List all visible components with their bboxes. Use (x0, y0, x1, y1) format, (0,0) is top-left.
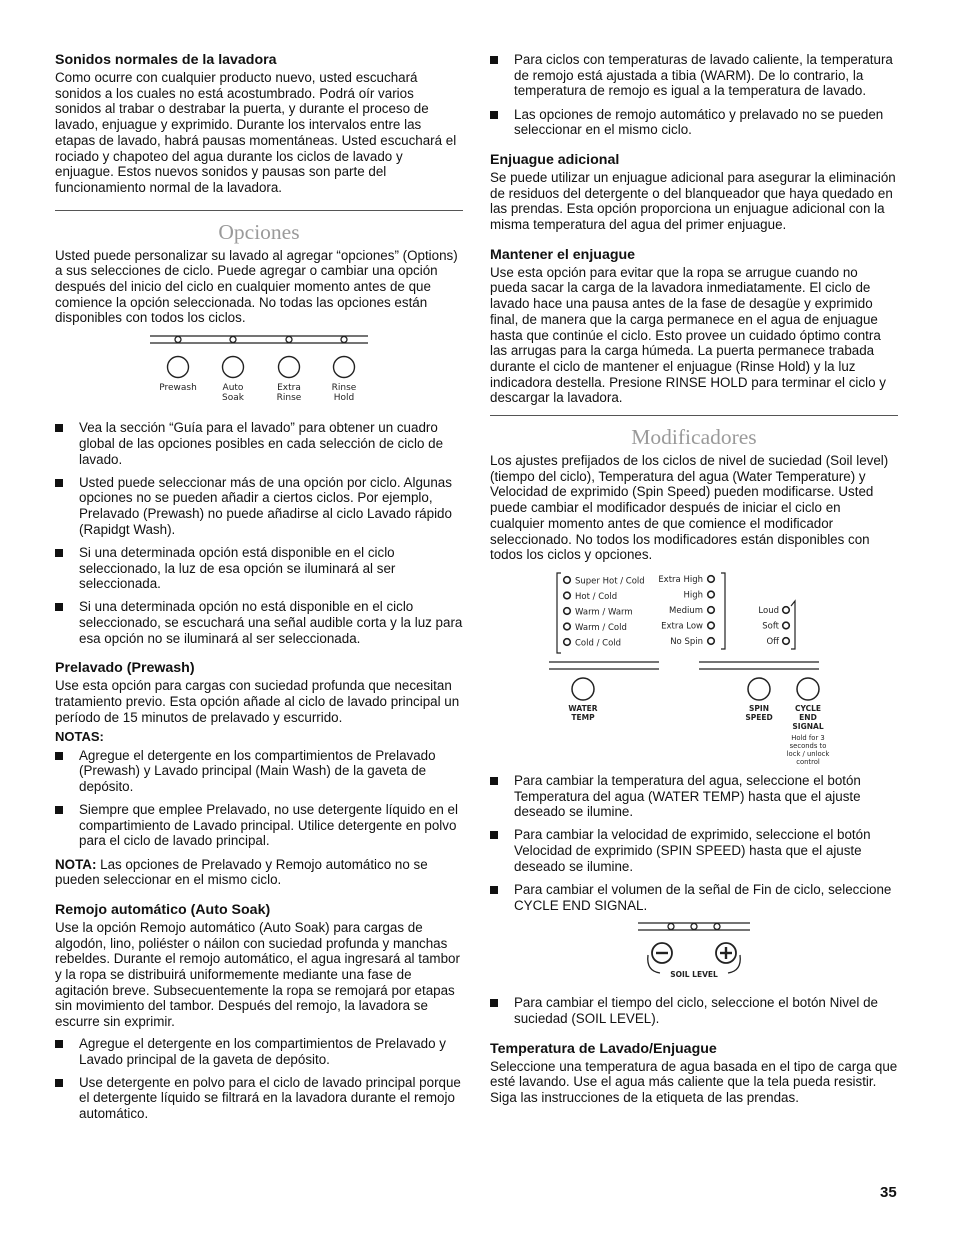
paragraph-prelavado: Use esta opción para cargas con suciedad profunda que necesitan tratamiento previo. Esta opción añade al ciclo de lavado principal un período de 15 minutos de prelavado y escurrido. (55, 678, 460, 725)
option-extra-rinse[interactable] (277, 337, 302, 404)
list-item: Para cambiar el tiempo del ciclo, seleccione el botón Nivel de suciedad (SOIL LEVEL). (490, 995, 898, 1026)
spin-setting-label: High (683, 590, 703, 601)
bullet-square-icon (55, 424, 63, 432)
heading-prelavado: Prelavado (Prewash) (55, 660, 195, 677)
bullet-list-modificadores (490, 773, 898, 913)
spin-speed-settings (658, 575, 714, 647)
signal-setting-label: Soft (762, 621, 779, 632)
section-sonidos (55, 52, 463, 196)
heading-sonidos: Sonidos normales de la lavadora (55, 52, 277, 68)
heading-remojo: Remojo automático (Auto Soak) (55, 901, 271, 918)
cycle-end-signal-button[interactable] (787, 678, 830, 766)
list-item: Agregue el detergente en los compartimientos de Prelavado y Lavado principal de la gaveta de depósito. (55, 1036, 463, 1067)
spin-setting-label: Extra Low (661, 621, 703, 632)
button-label-line: END (799, 712, 817, 722)
list-item: Usted puede seleccionar más de una opción por ciclo. Algunas opciones no se pueden añadir a ciertos ciclos. Por ejemplo, Prelavado (Prewash) no puede añadirse al ciclo Lavado rápido (Rapidgt Wash). (55, 475, 463, 538)
section-mantener (490, 247, 898, 406)
bullet-square-icon (490, 777, 498, 785)
option-label-line2: Hold (333, 393, 355, 404)
spin-setting-label: Medium (669, 605, 703, 616)
modifiers-panel-illustration (549, 569, 839, 766)
paragraph-mantener: Use esta opción para evitar que la ropa se arrugue cuando no pueda sacar la carga de la lavadora inmediatamente. El ciclo de lavado hace una pausa antes de la fase de desagüe y exprimido final, de manera que la carga permanece en el agua de enjuague hasta que continúe el ciclo. Esto provee un cuidado óptimo contra las arrugas para la carga húmeda. La puerta permanece trabada durante el ciclo de mantener el enjuague (Rinse Hold) y la luz indicadora destella. Presione RINSE HOLD para terminar el ciclo y descargar la lavadora. (490, 264, 886, 406)
nota-prelavado: NOTA: Las opciones de Prelavado y Remojo automático no se pueden seleccionar en el mismo ciclo. (55, 856, 428, 888)
hold-note-line: seconds to (789, 741, 827, 750)
soil-level-plus-button[interactable] (716, 943, 736, 963)
button-label-line: SPEED (745, 712, 773, 722)
options-buttons (159, 337, 357, 404)
soil-level-panel-illustration (634, 921, 754, 983)
list-item: Para cambiar la velocidad de exprimido, seleccione el botón Velocidad de exprimido (SPIN SPEED) hasta que el ajuste deseado se ilumine. (490, 827, 898, 874)
option-label-line1: Extra (277, 383, 301, 394)
bullet-square-icon (55, 603, 63, 611)
temp-setting-label: Warm / Warm (575, 607, 633, 618)
list-item: Para cambiar el volumen de la señal de Fin de ciclo, seleccione CYCLE END SIGNAL. (490, 882, 898, 913)
list-item: Si una determinada opción está disponible en el ciclo seleccionado, la luz de esa opción se iluminará al ser seleccionada. (55, 545, 463, 592)
section-enjuague (490, 152, 898, 233)
bullet-list-prelavado (55, 748, 463, 850)
page-number: 35 (880, 1184, 897, 1201)
hold-note-line: lock / unlock (786, 749, 830, 758)
bullet-square-icon (490, 111, 498, 119)
spin-setting-label: Extra High (658, 574, 703, 585)
list-item: Si una determinada opción no está disponible en el ciclo seleccionado, se escuchará una señal audible corta y la luz para esa opción no se iluminará al ser seleccionada. (55, 599, 463, 646)
list-item: Vea la sección “Guía para el lavado” para obtener un cuadro global de las opciones posibles en cada selección de ciclo de lavado. (55, 420, 463, 467)
option-rinse-hold[interactable] (332, 337, 357, 404)
spin-speed-button[interactable] (745, 678, 772, 722)
list-item: Siempre que emplee Prelavado, no use detergente líquido en el compartimiento de Lavado principal. Utilice detergente en polvo para el ciclo de lavado principal. (55, 802, 463, 849)
list-item: Para ciclos con temperaturas de lavado caliente, la temperatura de remojo está ajustada a tibia (WARM). De lo contrario, la temperatura de remojo es igual a la temperatura de lavado. (490, 52, 898, 99)
bullet-square-icon (55, 1079, 63, 1087)
bullet-list-opciones (55, 420, 463, 646)
signal-setting-label: Off (766, 636, 779, 647)
section-title-opciones: Opciones (218, 219, 300, 244)
button-label-line: TEMP (571, 712, 595, 722)
bullet-square-icon (490, 831, 498, 839)
bullet-square-icon (490, 56, 498, 64)
heading-enjuague: Enjuague adicional (490, 151, 620, 168)
list-item: Para cambiar la temperatura del agua, seleccione el botón Temperatura del agua (WATER TEMP) hasta que el ajuste deseado se ilumine. (490, 773, 898, 820)
temp-setting-label: Cold / Cold (575, 638, 622, 649)
hold-note (787, 734, 830, 766)
water-temp-settings (564, 576, 645, 648)
heading-temperatura: Temperatura de Lavado/Enjuague (490, 1040, 717, 1057)
option-label-line2: Soak (222, 393, 244, 404)
button-label-line: CYCLE (794, 703, 822, 713)
button-label-line: SPIN (749, 703, 769, 713)
option-label-line1: Auto (222, 383, 244, 394)
bullet-list-modificadores-2 (490, 995, 898, 1026)
hold-note-line: control (796, 757, 820, 766)
cycle-end-signal-settings (758, 606, 789, 647)
bullet-square-icon (490, 999, 498, 1007)
button-label-line: SIGNAL (792, 721, 824, 731)
section-prelavado (55, 660, 463, 888)
option-label-line1: Prewash (159, 383, 197, 394)
paragraph-modificadores-intro: Los ajustes prefijados de los ciclos de nivel de suciedad (Soil level) (tiempo del ciclo), Temperatura del agua (Water Temperature) y Velocidad de exprimido (Spin Speed) pueden modificarse. Usted puede cambiar el modificador después de iniciar el ciclo en cualquier momento antes de que comience el modificador seleccionado. No todos los modificadores están disponibles con todos los ciclos y opciones. (490, 453, 889, 563)
option-prewash[interactable] (159, 337, 197, 394)
option-label-line2: Rinse (276, 393, 302, 404)
bullet-square-icon (55, 549, 63, 557)
signal-setting-label: Loud (758, 605, 779, 616)
section-remojo (55, 902, 463, 1122)
bullet-square-icon (490, 886, 498, 894)
paragraph-remojo: Use la opción Remojo automático (Auto Soak) para cargas de algodón, lino, poliéster o náilon con suciedad profunda y manchas rebeldes. Durante el remojo automático, el agua ingresará al tambor y la ropa se distribuirá uniformemente mediante una fase de agitación breve. Subsecuentemente la ropa se remojará por etapas sin movimiento del tambor. Después del remojo, la lavadora se escurre sin exprimir. (55, 919, 460, 1030)
spin-setting-label: No Spin (670, 636, 703, 647)
bullet-square-icon (55, 752, 63, 760)
hold-note-line: Hold for 3 (791, 733, 825, 742)
bullet-list-remojo (55, 1036, 463, 1122)
left-column (55, 52, 463, 1136)
bullet-square-icon (55, 479, 63, 487)
bullet-list-remojo-cont (490, 52, 898, 138)
right-column (490, 52, 898, 1106)
divider-modificadores (490, 415, 898, 416)
soil-level-label: SOIL LEVEL (670, 970, 718, 980)
section-title-modificadores: Modificadores (631, 425, 757, 450)
paragraph-temperatura: Seleccione una temperatura de agua basada en el tipo de carga que esté lavando. Use el agua más caliente que la tela pueda resistir. Siga las instrucciones de la etiqueta de las prendas. (490, 1058, 898, 1106)
options-panel-illustration (144, 334, 374, 412)
temp-setting-label: Warm / Cold (575, 622, 627, 633)
list-item: Use detergente en polvo para el ciclo de lavado principal porque el detergente líquido se filtrará en la lavadora durante el remojo automático. (55, 1075, 463, 1122)
notas-label: NOTAS: (55, 728, 104, 744)
bullet-square-icon (55, 1040, 63, 1048)
option-label-line1: Rinse (331, 383, 357, 394)
section-temperatura (490, 1041, 898, 1106)
paragraph-sonidos: Como ocurre con cualquier producto nuevo, usted escuchará sonidos a los cuales no está acostumbrado. Podrá oír varios sonidos al trabar o destrabar la puerta, y durante el proceso de lavado, enjuague y exprimido. Durante los intervalos entre las etapas de lavado, habrá pausas momentáneas. Usted escuchará el rociado y chapoteo del agua durante los ciclos de lavado y enjuague. Estos nuevos sonidos y pausas son parte del funcionamiento normal de la lavadora. (55, 70, 457, 195)
paragraph-opciones-intro: Usted puede personalizar su lavado al agregar “opciones” (Options) a sus selecciones de ciclo. Puede agregar o cambiar una opción después del inicio del ciclo en cualquier momento antes de que comience la opción seleccionada. No todas las opciones están disponibles con todos los ciclos. (55, 247, 458, 326)
divider-opciones (55, 210, 463, 211)
button-label-line: WATER (568, 703, 598, 713)
water-temp-button[interactable] (568, 678, 597, 722)
heading-mantener: Mantener el enjuague (490, 246, 636, 263)
list-item: Agregue el detergente en los compartimientos de Prelavado (Prewash) y Lavado principal (Main Wash) de la gaveta de depósito. (55, 748, 463, 795)
soil-level-minus-button[interactable] (652, 943, 672, 963)
paragraph-enjuague: Se puede utilizar un enjuague adicional para asegurar la eliminación de residuos del detergente o del blanqueador que haya quedado en las prendas. Esta opción proporciona un enjuague adicional con la misma temperatura del agua del primer enjuague. (490, 169, 896, 233)
temp-setting-label: Super Hot / Cold (575, 576, 645, 587)
option-auto-soak[interactable] (222, 337, 245, 404)
list-item: Las opciones de remojo automático y prelavado no se pueden seleccionar en el mismo ciclo. (490, 107, 898, 138)
bullet-square-icon (55, 806, 63, 814)
temp-setting-label: Hot / Cold (575, 591, 618, 602)
